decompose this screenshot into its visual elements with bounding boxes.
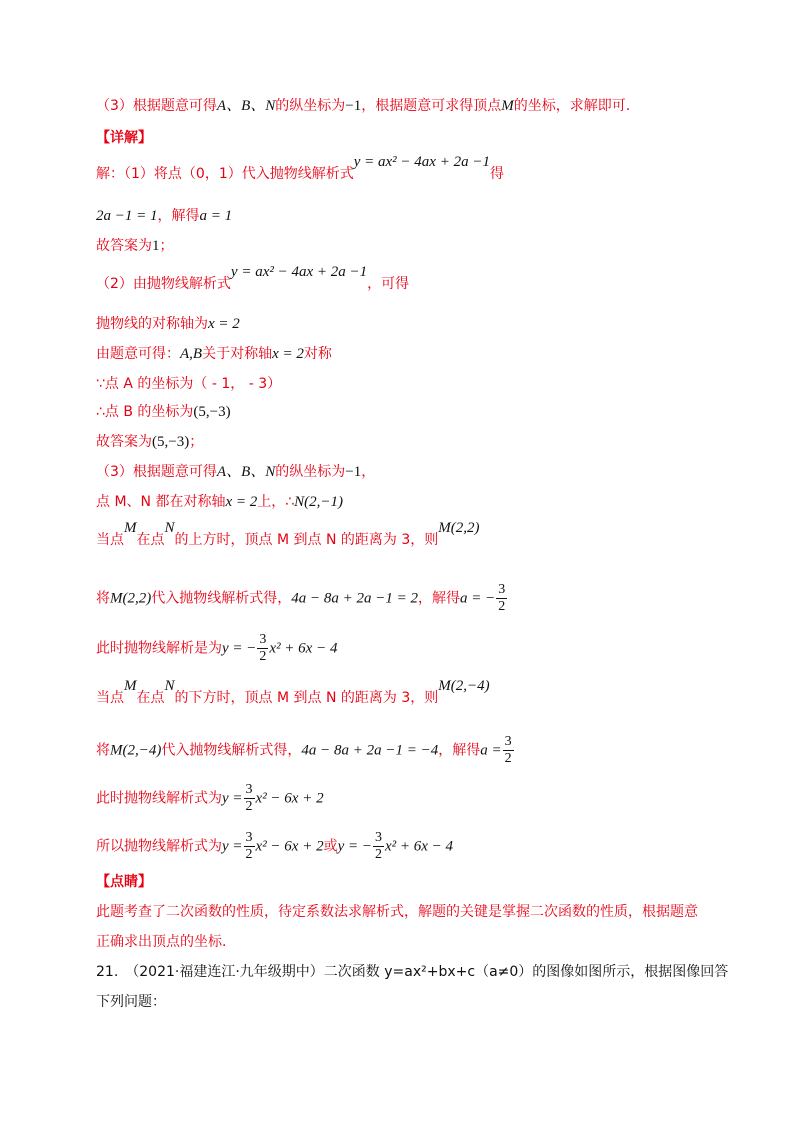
math: −1 (345, 98, 362, 114)
fraction (244, 830, 255, 863)
math: x² − 6x + 2 (255, 790, 324, 807)
text: 的纵坐标为 (275, 464, 346, 480)
math: y = − (337, 838, 372, 855)
numerator: 3 (504, 734, 512, 749)
text: ，解得 (157, 208, 200, 224)
text: ，根据题意可求得顶点 (361, 98, 502, 114)
numerator: 3 (375, 830, 382, 845)
text: 故答案为 (96, 434, 152, 450)
math: A、B、N (216, 98, 276, 114)
math: y = ax² − 4ax + 2a −1 (353, 154, 490, 170)
detail-header: 【详解】 (96, 130, 152, 146)
text: 代入抛物线解析式得， (161, 742, 302, 759)
math: M(2,2) (438, 520, 480, 536)
math: x² + 6x − 4 (269, 640, 338, 657)
text: 将 (96, 742, 110, 759)
text: 的纵坐标为 (275, 98, 346, 114)
line-18 (96, 830, 453, 863)
math: M(2,−4) (438, 678, 490, 694)
math: x² − 6x + 2 (255, 838, 324, 855)
line-4 (96, 264, 410, 294)
math: N (164, 520, 175, 536)
text: 此时抛物线解析是为 (96, 640, 222, 657)
text: 抛物线的对称轴为 (96, 316, 208, 332)
math: 2a −1 = 1 (96, 208, 158, 224)
text: 所以抛物线解析式为 (96, 838, 222, 855)
math: x = 2 (225, 494, 258, 510)
line-analysis-3 (96, 96, 630, 116)
denominator: 2 (245, 847, 253, 862)
math: x = 2 (272, 346, 304, 362)
math: M(2,2) (110, 590, 152, 607)
math: M(2,−4) (110, 742, 162, 759)
math: (5,−3) (152, 434, 190, 450)
text: 故答案为 (96, 238, 152, 254)
math: y = (222, 790, 243, 807)
comment-header: 【点睛】 (96, 874, 152, 890)
text: 的坐标，求解即可. (513, 98, 631, 114)
math: (5,−3) (193, 404, 231, 420)
line-13 (96, 582, 508, 615)
math: N (164, 678, 175, 694)
text: 的上方时，顶点 M 到点 N 的距离为 3，则 (174, 532, 439, 548)
math: M (501, 98, 514, 114)
text: ， (361, 464, 376, 480)
math: y = ax² − 4ax + 2a −1 (230, 264, 368, 280)
line-12 (96, 520, 480, 550)
text: 点 M、N 都在对称轴 (96, 494, 226, 510)
line-14 (96, 632, 337, 665)
line-10 (96, 462, 375, 482)
line-1 (96, 154, 504, 184)
math: 4a − 8a + 2a −1 = −4 (301, 742, 439, 759)
text: 将 (96, 590, 110, 607)
question-21-line-1: 21. （2021·福建连江·九年级期中）二次函数 y=ax²+bx+c（a≠0）的图像如图所示，根据图像回答 (96, 964, 729, 980)
text: ，可得 (367, 276, 410, 292)
math: M (124, 678, 137, 694)
text: ，解得 (438, 742, 481, 759)
text: 代入抛物线解析式得， (151, 590, 292, 607)
text: ； (189, 434, 204, 450)
math: N(2,−1) (294, 494, 344, 510)
line-15 (96, 678, 490, 708)
math: −1 (345, 464, 362, 480)
line-16 (96, 734, 515, 767)
text: （3）根据题意可得 (96, 98, 217, 114)
text: ，解得 (418, 590, 460, 607)
denominator: 2 (245, 799, 253, 814)
denominator: 2 (259, 649, 267, 664)
line-17 (96, 782, 324, 815)
text: （2）由抛物线解析式 (96, 276, 231, 292)
line-9 (96, 432, 203, 452)
math: y = (222, 838, 243, 855)
comment-line-1: 此题考查了二次函数的性质，待定系数法求解析式，解题的关键是掌握二次函数的性质，根据题意 (96, 904, 698, 920)
fraction (244, 782, 255, 815)
line-11 (96, 492, 343, 512)
math: x = 2 (208, 316, 240, 332)
text: 得 (489, 166, 504, 182)
text: 此时抛物线解析式为 (96, 790, 222, 807)
text: 在点 (136, 690, 165, 706)
numerator: 3 (245, 782, 253, 797)
denominator: 2 (504, 751, 512, 766)
text: （3）根据题意可得 (96, 464, 217, 480)
math: M (124, 520, 137, 536)
line-3 (96, 236, 174, 256)
fraction (257, 632, 268, 665)
math: a = (480, 742, 502, 759)
numerator: 3 (259, 632, 267, 647)
text: 的下方时，顶点 M 到点 N 的距离为 3，则 (174, 690, 439, 706)
math: A、B、N (216, 464, 276, 480)
line-5 (96, 314, 240, 334)
text: 对称 (303, 346, 332, 362)
text: 或 (323, 838, 338, 855)
text: 关于对称轴 (202, 346, 273, 362)
text: ； (159, 238, 174, 254)
comment-line-2: 正确求出顶点的坐标. (96, 934, 227, 950)
line-6 (96, 344, 332, 364)
math: x² + 6x − 4 (385, 838, 454, 855)
text: 由题意可得： (96, 346, 180, 362)
fraction (503, 734, 514, 767)
fraction (373, 830, 384, 863)
math: a = 1 (199, 208, 233, 224)
text: 当点 (96, 532, 124, 548)
math: a = − (460, 590, 496, 607)
text: 上，∴ (257, 494, 295, 510)
line-8 (96, 402, 231, 422)
math: y = − (222, 640, 257, 657)
math: A,B (180, 346, 203, 362)
text: ∴点 B 的坐标为 (96, 404, 194, 420)
question-21-line-2: 下列问题： (96, 994, 166, 1010)
line-2 (96, 206, 232, 226)
line-7: ∵点 A 的坐标为（ - 1， - 3） (96, 376, 282, 392)
denominator: 2 (498, 599, 506, 614)
numerator: 3 (245, 830, 253, 845)
text: 当点 (96, 690, 124, 706)
numerator: 3 (498, 582, 506, 597)
fraction (496, 582, 507, 615)
math: 1 (152, 238, 160, 254)
text: 在点 (136, 532, 165, 548)
text: 解：（1）将点（0，1）代入抛物线解析式 (96, 166, 354, 182)
denominator: 2 (375, 847, 382, 862)
math: 4a − 8a + 2a −1 = 2 (291, 590, 418, 607)
